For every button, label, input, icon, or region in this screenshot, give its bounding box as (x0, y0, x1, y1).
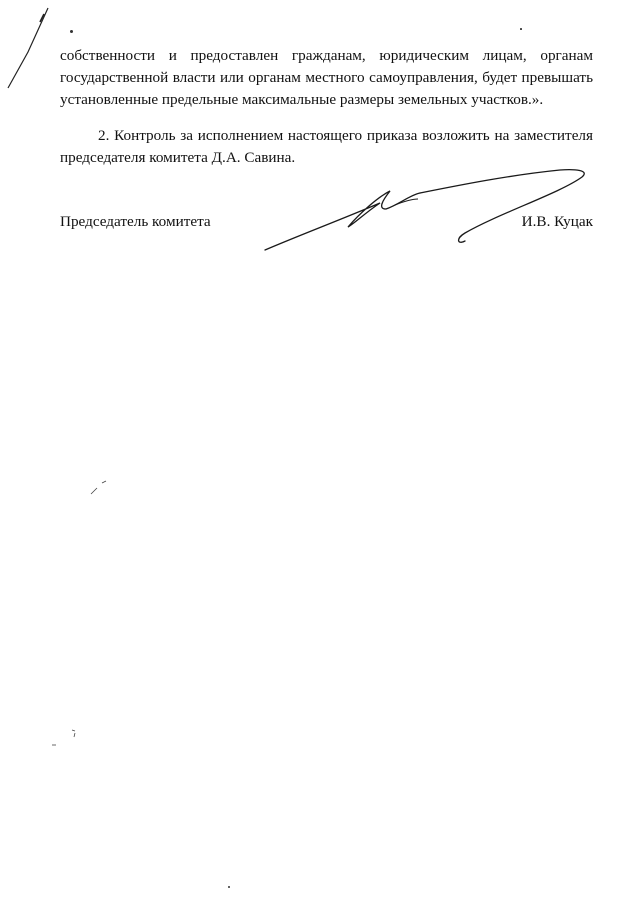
scan-speck (228, 886, 230, 888)
scan-artifact-mark (50, 725, 90, 750)
handwritten-signature (260, 165, 600, 255)
margin-pen-mark (0, 0, 60, 100)
paragraph-control-clause (60, 125, 593, 169)
signatory-name: И.В. Куцак (521, 213, 593, 230)
scan-artifact-mark (85, 478, 115, 498)
scan-speck (70, 30, 73, 33)
paragraph-continuation: собственности и предоставлен гражданам, юридическим лицам, органам государственной власти или органам местного самоуправления, будет превышать установленные предельные максимальные размеры земельных участков.». (60, 47, 593, 108)
paragraph-control-text: 2. Контроль за исполнением настоящего приказа возложить на заместителя председателя комитета Д.А. Савина. (60, 127, 593, 166)
scan-speck (520, 28, 522, 30)
signatory-title: Председатель комитета (60, 213, 211, 230)
